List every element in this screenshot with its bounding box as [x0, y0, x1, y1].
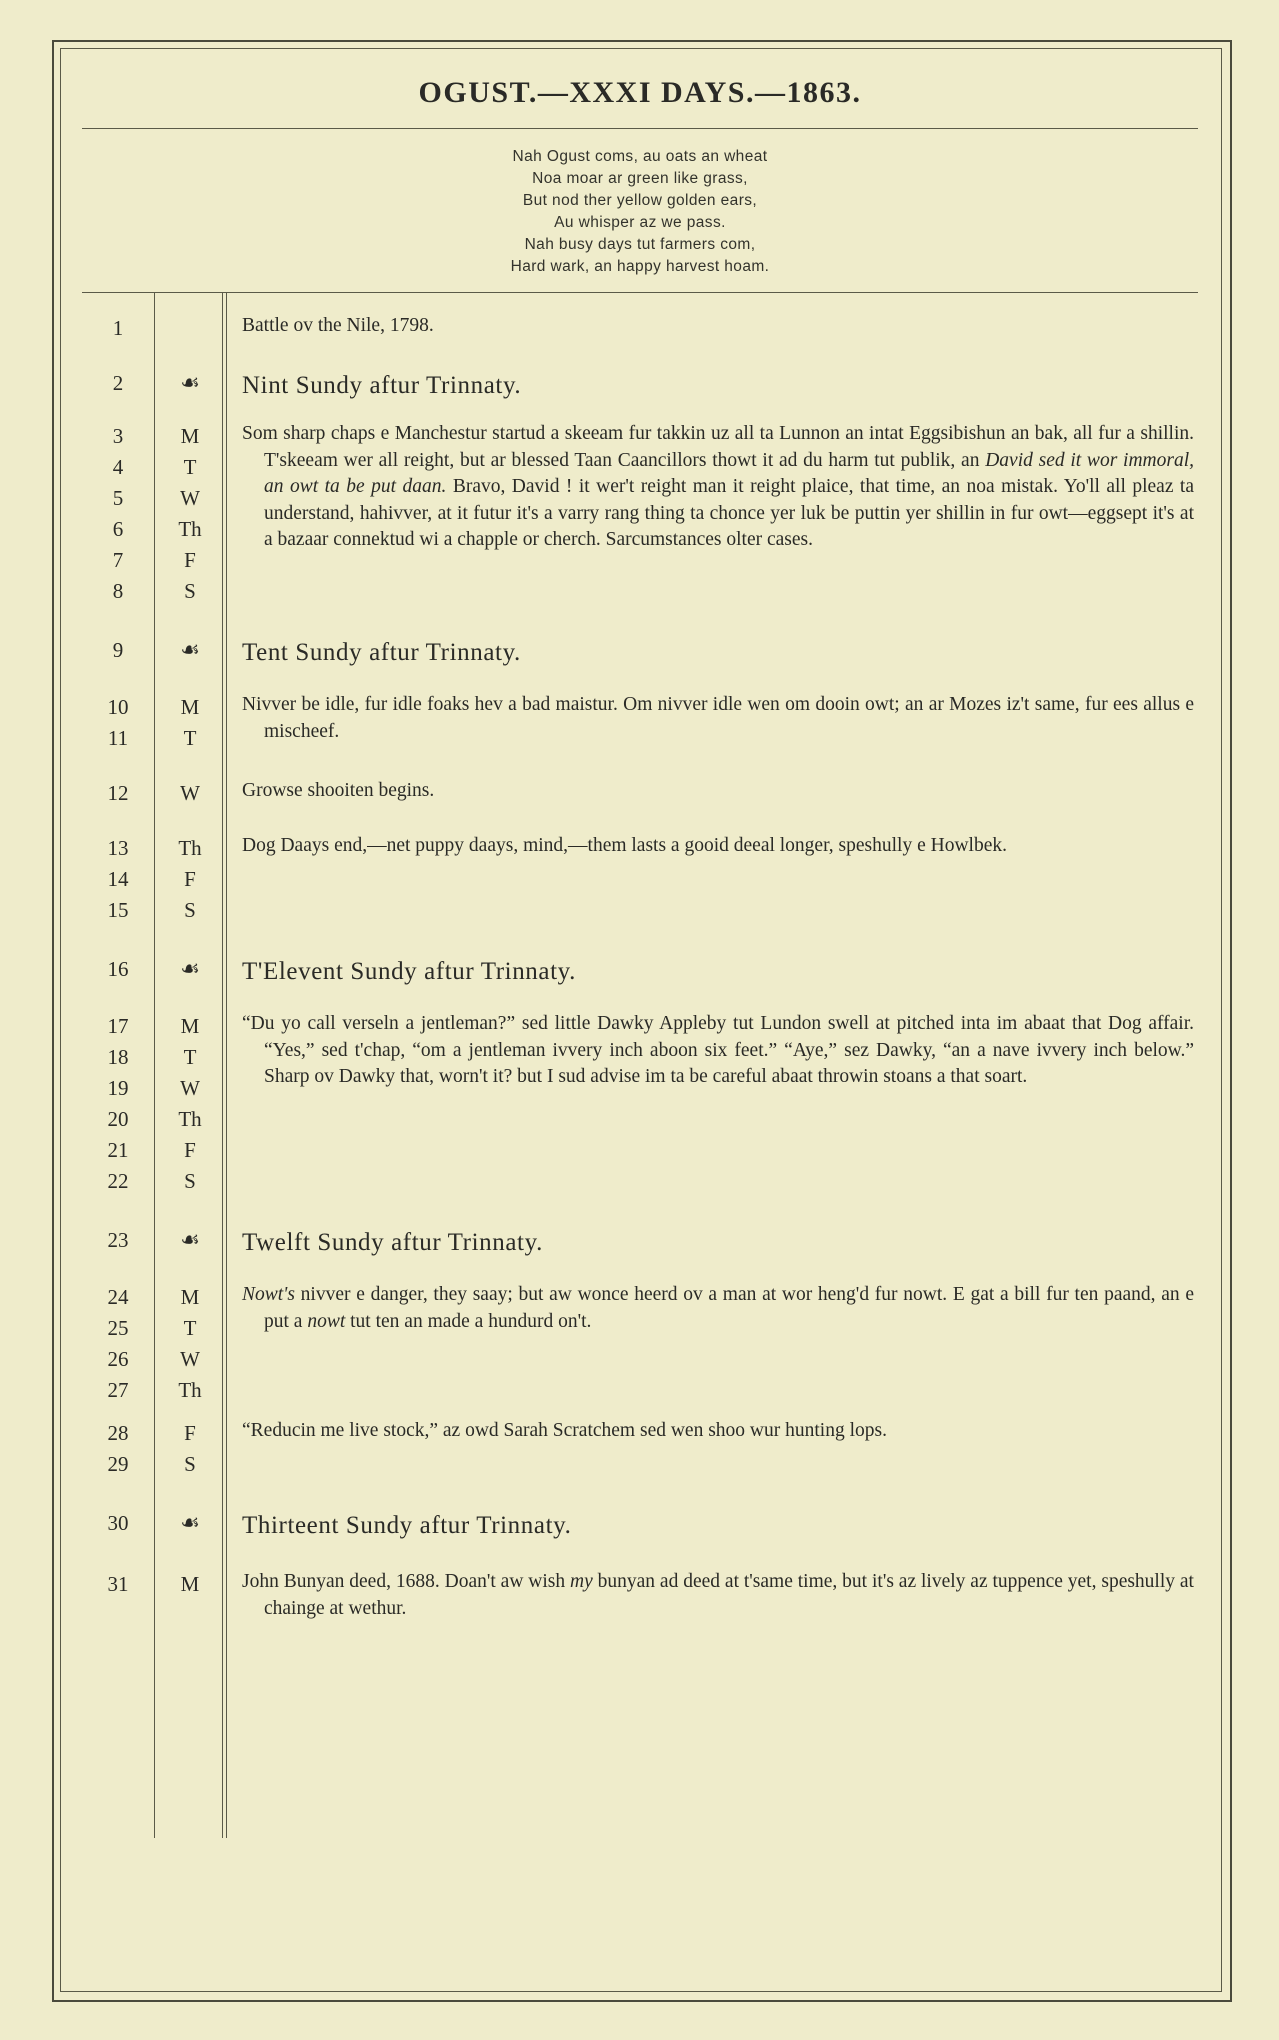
weekday-label: S: [184, 1452, 196, 1476]
entry-cell: [226, 688, 1198, 745]
weekday-cell: [154, 631, 226, 666]
entry-cell: [226, 1007, 1198, 1091]
table-row: [82, 1565, 1198, 1622]
weekday-label: W: [180, 1347, 200, 1371]
day-number-cell: [82, 1278, 154, 1406]
day-number: 16: [107, 957, 129, 981]
sunday-symbol-icon: ☙: [180, 638, 200, 663]
entry-text: John Bunyan deed, 1688. Doan't aw wish my bunyan ad deed at t'same time, but it's az lively az tuppence yet, speshully at chainge at wethur.: [242, 1571, 1194, 1619]
entry-cell: [226, 631, 1198, 668]
weekday-label: [154, 313, 226, 344]
day-number: 28: [107, 1421, 129, 1445]
weekday-label: T: [183, 726, 197, 750]
day-number: 26: [107, 1347, 129, 1371]
day-number: 1: [112, 316, 124, 340]
weekday-cell: [154, 1565, 226, 1600]
day-number: 9: [112, 638, 124, 662]
day-number-cell: [82, 1007, 154, 1197]
day-number: 6: [112, 517, 124, 541]
day-number: 2: [112, 371, 124, 395]
verse-line-3: But nod ther yellow golden ears,: [522, 192, 758, 209]
entry-cell: [226, 1504, 1198, 1541]
day-number: 10: [107, 695, 129, 719]
day-number: 13: [107, 836, 129, 860]
day-number-cell: [82, 1504, 154, 1539]
day-number: 31: [107, 1572, 129, 1596]
entry-text: Nivver be idle, fur idle foaks hev a bad maistur. Om nivver idle wen om dooin owt; an ar Mozes iz't same, fur ees allus e mischeef.: [242, 694, 1194, 742]
table-row: [82, 1007, 1198, 1197]
weekday-label: M: [180, 695, 200, 719]
day-number-cell: [82, 950, 154, 985]
table-row: [82, 1414, 1198, 1480]
table-row: [82, 774, 1198, 809]
sunday-heading: Nint Sundy aftur Trinnaty.: [242, 372, 522, 399]
entry-cell: [226, 1221, 1198, 1258]
weekday-cell: [154, 1007, 226, 1197]
day-number-cell: [82, 688, 154, 754]
day-number: 17: [107, 1014, 129, 1038]
day-number: 20: [107, 1107, 129, 1131]
weekday-cell: [154, 1278, 226, 1406]
entry-text: “Du yo call verseln a jentleman?” sed little Dawky Appleby tut Lundon swell at pitched inta im abaat that Dog affair. “Yes,” sed t'chap, “om a jentleman ivvery inch aboon six feet.” “Aye,” sez Dawky, “an a nave ivvery inch below.” Sharp ov Dawky that, worn't it? but I sud advise im ta be careful abaat throwin stoans a that soart.: [242, 1013, 1194, 1087]
weekday-cell: [154, 364, 226, 399]
sunday-heading: Thirteent Sundy aftur Trinnaty.: [242, 1512, 572, 1539]
table-row: [82, 1221, 1198, 1258]
entry-cell: [226, 1414, 1198, 1445]
table-row: [82, 364, 1198, 401]
day-number: 7: [112, 548, 124, 572]
sunday-symbol-icon: ☙: [180, 371, 200, 396]
day-number: 11: [107, 726, 129, 750]
weekday-label: F: [184, 867, 196, 891]
entry-cell: [226, 1278, 1198, 1335]
weekday-label: W: [180, 1076, 200, 1100]
weekday-cell: [154, 1414, 226, 1480]
weekday-cell: [154, 774, 226, 809]
sunday-symbol-icon: ☙: [180, 957, 200, 982]
weekday-cell: [154, 1221, 226, 1256]
weekday-label: S: [184, 898, 196, 922]
weekday-label: W: [180, 486, 200, 510]
weekday-label: Th: [178, 517, 202, 541]
entry-cell: [226, 417, 1198, 554]
verse-line-2: Noa moar ar green like grass,: [532, 170, 748, 187]
page-title: OGUST.—XXXI DAYS.—1863.: [418, 76, 862, 109]
weekday-label: F: [184, 1138, 196, 1162]
day-number-cell: [82, 417, 154, 607]
sunday-heading: T'Elevent Sundy aftur Trinnaty.: [242, 958, 576, 985]
weekday-label: T: [183, 1045, 197, 1069]
weekday-label: S: [184, 579, 196, 603]
day-number: 5: [112, 486, 124, 510]
day-number-cell: [82, 309, 154, 344]
sunday-heading: Tent Sundy aftur Trinnaty.: [242, 639, 521, 666]
weekday-label: T: [183, 1316, 197, 1340]
table-row: [82, 829, 1198, 926]
day-number: 23: [107, 1228, 129, 1252]
weekday-cell: [154, 1504, 226, 1539]
weekday-label: W: [180, 781, 200, 805]
day-number: 14: [107, 867, 129, 891]
calendar-rows: [82, 293, 1198, 1622]
weekday-cell: [154, 950, 226, 985]
entry-text: Growse shooiten begins.: [242, 780, 435, 801]
day-number: 19: [107, 1076, 129, 1100]
entry-cell: [226, 309, 1198, 340]
table-row: [82, 1504, 1198, 1541]
day-number: 30: [107, 1511, 129, 1535]
entry-text: “Reducin me live stock,” az owd Sarah Scratchem sed wen shoo wur hunting lops.: [242, 1420, 887, 1441]
weekday-label: M: [180, 1014, 200, 1038]
day-number-cell: [82, 631, 154, 666]
weekday-label: Th: [178, 836, 202, 860]
day-number: 15: [107, 898, 129, 922]
table-row: [82, 309, 1198, 344]
entry-text: Som sharp chaps e Manchestur startud a skeeam fur takkin uz all ta Lunnon an intat Eggsibishun an bak, all fur a shillin. T'skeeam wer all reight, but ar blessed Taan Caancillors thowt it ad du harm tut publik, an David sed it wor immoral, an owt ta be put daan. Bravo, David ! it wer't reight man it reight plaice, that time, an noa mistak. Yo'll all pleaz ta understand, hahivver, at it futur it's a varry rang thing ta chonce yer luk be puttin yer shillin in fur owt—eggsept it's at a bazaar connektud wi a chapple or cherch. Sarcumstances olter cases.: [242, 423, 1195, 550]
day-number: 29: [107, 1452, 129, 1476]
table-row: [82, 631, 1198, 668]
sunday-symbol-icon: ☙: [180, 1511, 200, 1536]
sunday-symbol-icon: ☙: [180, 1228, 200, 1253]
weekday-cell: [154, 829, 226, 926]
day-number-cell: [82, 774, 154, 809]
verse-line-4: Au whisper az we pass.: [554, 214, 726, 231]
weekday-label: F: [184, 1421, 196, 1445]
day-number: 25: [107, 1316, 129, 1340]
day-number-cell: [82, 364, 154, 399]
day-number: 12: [107, 781, 129, 805]
day-number: 24: [107, 1285, 129, 1309]
table-row: [82, 950, 1198, 987]
day-number: 22: [107, 1169, 129, 1193]
day-number: 18: [107, 1045, 129, 1069]
weekday-label: M: [180, 1572, 200, 1596]
entry-cell: [226, 1565, 1198, 1622]
entry-text: Dog Daays end,—net puppy daays, mind,—them lasts a gooid deeal longer, speshully e Howlbek.: [242, 835, 1007, 856]
weekday-label: F: [184, 548, 196, 572]
entry-cell: [226, 950, 1198, 987]
weekday-label: Th: [178, 1378, 202, 1402]
day-number: 8: [112, 579, 124, 603]
table-row: [82, 688, 1198, 754]
table-row: [82, 1278, 1198, 1406]
entry-cell: [226, 364, 1198, 401]
day-number-cell: [82, 829, 154, 926]
entry-text: Nowt's nivver e danger, they saay; but aw wonce heerd ov a man at wor heng'd fur nowt. E gat a bill fur ten paand, an e put a nowt tut ten an made a hundurd on't.: [242, 1284, 1194, 1332]
entry-text: Battle ov the Nile, 1798.: [242, 315, 434, 336]
weekday-cell: [154, 688, 226, 754]
day-number: 3: [112, 424, 124, 448]
sunday-heading: Twelft Sundy aftur Trinnaty.: [242, 1229, 543, 1256]
verse-line-1: Nah Ogust coms, au oats an wheat: [512, 148, 768, 165]
weekday-label: T: [183, 455, 197, 479]
weekday-label: Th: [178, 1107, 202, 1131]
day-number-cell: [82, 1565, 154, 1600]
weekday-cell: [154, 309, 226, 344]
page-content: [60, 48, 1220, 1990]
calendar-table: [82, 293, 1198, 1838]
day-number-cell: [82, 1221, 154, 1256]
day-number-cell: [82, 1414, 154, 1480]
weekday-label: S: [184, 1169, 196, 1193]
month-verse: [60, 129, 1220, 292]
day-number: 21: [107, 1138, 129, 1162]
day-number: 4: [112, 455, 124, 479]
weekday-label: M: [180, 1285, 200, 1309]
weekday-label: M: [180, 424, 200, 448]
verse-line-6: Hard wark, an happy harvest hoam.: [510, 258, 770, 275]
verse-line-5: Nah busy days tut farmers com,: [524, 236, 756, 253]
entry-cell: [226, 774, 1198, 805]
entry-cell: [226, 829, 1198, 860]
day-number: 27: [107, 1378, 129, 1402]
table-row: [82, 417, 1198, 607]
weekday-cell: [154, 417, 226, 607]
